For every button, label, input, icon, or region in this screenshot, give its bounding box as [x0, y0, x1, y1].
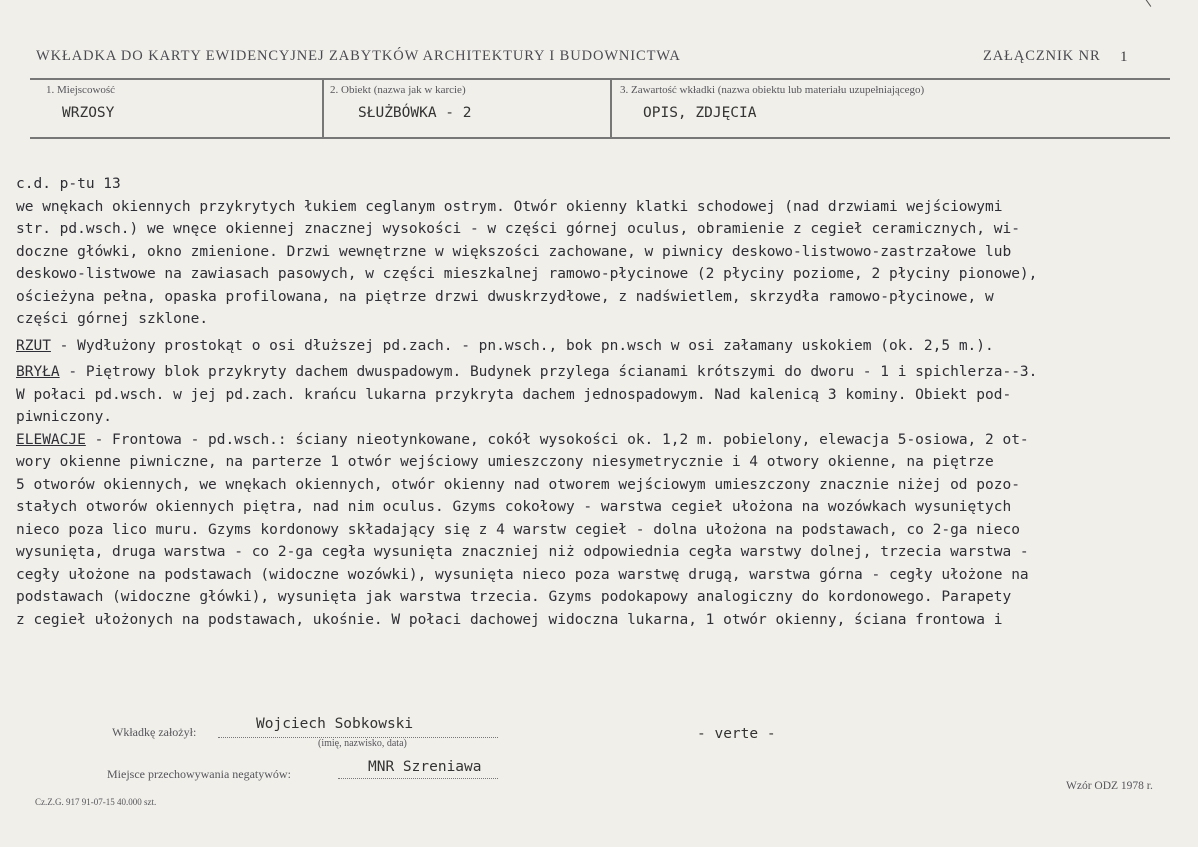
text-line: ościeżyna pełna, opaska profilowana, na piętrze drzwi dwuskrzydłowe, z nadświetlem, skrzydła ramowo-płycinowe, w: [16, 288, 994, 305]
negatives-location-label: Miejsce przechowywania negatywów:: [107, 767, 291, 781]
field-divider-1: [322, 79, 324, 137]
text-line: wysunięta, druga warstwa - co 2-ga cegła wysunięta znaczniej niż odpowiednia cegła warstwy dolnej, trzecia warstwa -: [16, 544, 1029, 560]
contents-value: OPIS, ZDJĘCIA: [643, 105, 757, 121]
object-value: SŁUŻBÓWKA - 2: [358, 105, 472, 121]
description-body: [16, 173, 1198, 631]
text-line: cegły ułożone na podstawach (widoczne wozówki), wysunięta nieco poza warstwę drugą, warstwa górna - cegły ułożone na: [16, 566, 1029, 583]
verte-note: - verte -: [697, 726, 776, 742]
printer-note: Cz.Z.G. 917 91-07-15 40.000 szt.: [35, 797, 157, 807]
negatives-location-value: MNR Szreniawa: [368, 759, 482, 775]
location-value: WRZOSY: [62, 105, 115, 121]
header-bottom-rule: [30, 137, 1170, 139]
text-line: z cegieł ułożonych na podstawach, ukośnie. W połaci dachowej widoczna lukarna, 1 otwór okienny, ściana frontowa i: [16, 611, 1003, 628]
text-line: we wnękach okiennych przykrytych łukiem ceglanym ostrym. Otwór okienny klatki schodowej (nad drzwiami wejściowymi: [16, 198, 1003, 215]
header-top-rule: [30, 78, 1170, 80]
text-line: deskowo-listwowe na zawiasach pasowych, w części mieszkalnej ramowo-płycinowe (2 płyciny poziome, 2 płyciny pionowe),: [16, 266, 1038, 282]
created-by-caption: (imię, nazwisko, data): [318, 738, 407, 749]
text-line: - Wydłużony prostokąt o osi dłuższej pd.zach. - pn.wsch., bok pn.wsch w osi załamany uskokiem (ok. 2,5 m.).: [50, 337, 994, 354]
text-line: stałych otworów okiennych piętra, nad nim oculus. Gzyms cokołowy - warstwa cegieł ułożona na wozówkach wysuniętych: [16, 499, 1012, 515]
text-line: - Frontowa - pd.wsch.: ściany nieotynkowane, cokół wysokości ok. 1,2 m. pobielony, elewacja 5-osiowa, 2 ot-: [85, 431, 1029, 448]
text-line: wory okienne piwniczne, na parterze 1 otwór wejściowy umieszczony niesymetrycznie i 4 otwory okienne, na piętrze: [16, 454, 994, 470]
section-bryla: [16, 361, 1198, 429]
negatives-dotted-line: [338, 778, 498, 779]
text-line: 5 otworów okiennych, we wnękach okiennych, otwór okienny nad otworem wejściowym umieszczony znacznie niżej od pozo-: [16, 476, 1020, 493]
section-rzut: [16, 335, 1198, 358]
section-heading-rzut: RZUT: [16, 337, 51, 354]
section-heading-bryla: BRYŁA: [16, 364, 60, 380]
text-line: nieco poza lico muru. Gzyms kordonowy składający się z 4 warstw cegieł - dolna ułożona na podstawach, co 2-ga nieco: [16, 521, 1020, 538]
corner-mark: [1145, 0, 1152, 7]
text-line: W połaci pd.wsch. w jej pd.zach. krańcu lukarna przykryta dachem jednospadowym. Nad kalenicą 3 kominy. Obiekt pod-: [16, 386, 1012, 403]
form-model-note: Wzór ODZ 1978 r.: [1066, 780, 1153, 792]
object-label: 2. Obiekt (nazwa jak w karcie): [330, 84, 466, 96]
text-line: - Piętrowy blok przykryty dachem dwuspadowym. Budynek przylega ścianami krótszymi do dworu - 1 i spichlerza--3.: [59, 364, 1038, 380]
field-divider-2: [610, 79, 612, 137]
paragraph-continuation: [16, 173, 1198, 331]
section-heading-elewacje: ELEWACJE: [16, 431, 86, 448]
text-line: doczne główki, okno zmienione. Drzwi wewnętrzne w większości zachowane, w piwnicy deskowo-listwowo-zastrzałowe lub: [16, 243, 1012, 260]
contents-label: 3. Zawartość wkładki (nazwa obiektu lub materiału uzupełniającego): [620, 84, 925, 96]
text-line: c.d. p-tu 13: [16, 176, 121, 192]
text-line: str. pd.wsch.) we wnęce okiennej znacznej wysokości - w części górnej oculus, obramienie z cegieł ceramicznych, wi-: [16, 221, 1020, 237]
annex-number: 1: [1120, 49, 1128, 65]
text-line: piwniczony.: [16, 409, 113, 425]
text-line: podstawach (widoczne główki), wysunięta jak warstwa trzecia. Gzyms podokapowy analogiczny do kordonowego. Parapety: [16, 589, 1012, 605]
annex-label: ZAŁĄCZNIK NR: [983, 48, 1101, 64]
created-by-value: Wojciech Sobkowski: [256, 716, 414, 732]
section-elewacje: [16, 429, 1198, 632]
location-label: 1. Miejscowość: [46, 84, 116, 96]
created-by-label: Wkładkę założył:: [112, 725, 197, 739]
form-title: WKŁADKA DO KARTY EWIDENCYJNEJ ZABYTKÓW ARCHITEKTURY I BUDOWNICTWA: [36, 48, 681, 64]
text-line: części górnej szklone.: [16, 311, 209, 327]
